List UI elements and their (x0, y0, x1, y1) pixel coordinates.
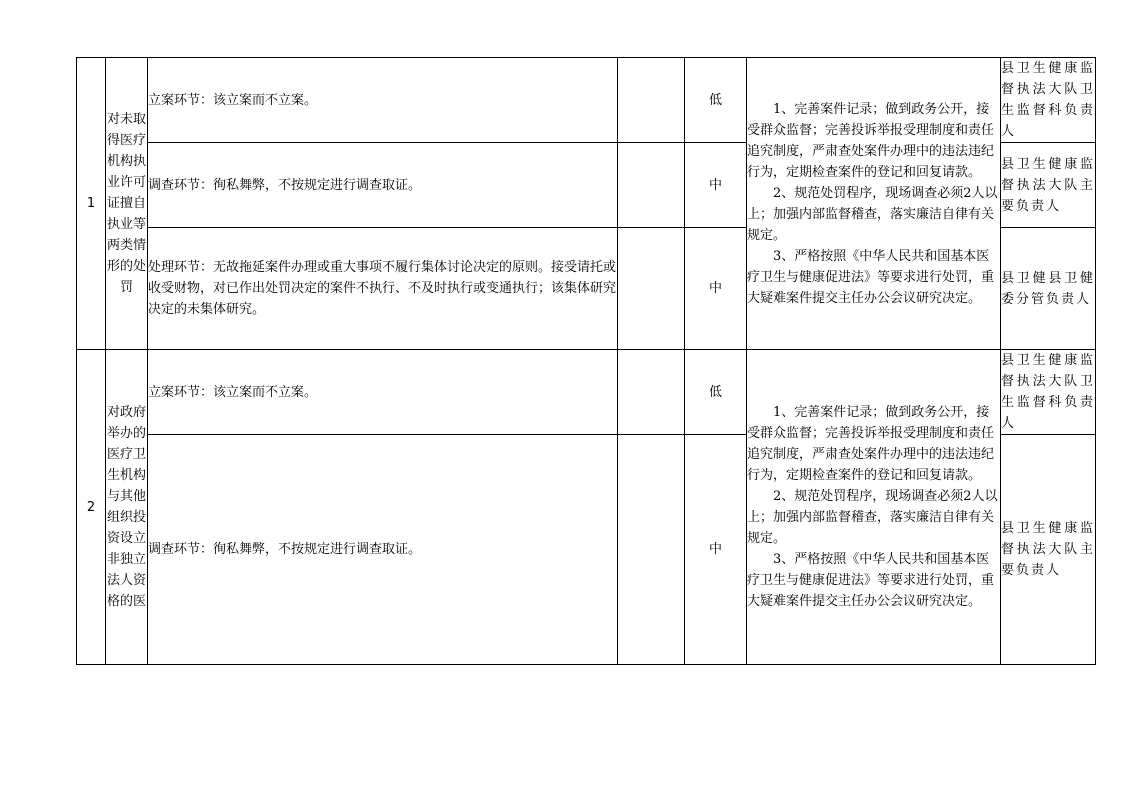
risk-point: 处理环节：无故拖延案件办理或重大事项不履行集体讨论决定的原则。接受请托或收受财物，对已作出处罚决定的案件不执行、不及时执行或变通执行；该集体研究决定的未集体研究。 (148, 228, 618, 350)
prevention-measures (747, 58, 1001, 350)
row-number: 2 (77, 350, 106, 665)
risk-level: 中 (685, 435, 747, 665)
measure-paragraph: 1、完善案件记录；做到政务公开，接受群众监督；完善投诉举报受理制度和责任追究制度，严肃查处案件办理中的违法违纪行为，定期检查案件的登记和回复请款。 (747, 405, 995, 483)
risk-point: 立案环节：该立案而不立案。 (148, 350, 618, 435)
risk-point: 立案环节：该立案而不立案。 (148, 58, 618, 143)
responsible-person: 县卫健县卫健委分管负责人 (1001, 228, 1096, 350)
risk-level: 低 (685, 58, 747, 143)
risk-point: 调查环节：徇私舞弊，不按规定进行调查取证。 (148, 143, 618, 228)
table-row (77, 58, 1096, 143)
blank-cell (618, 228, 685, 350)
blank-cell (618, 143, 685, 228)
responsible-person: 县卫生健康监督执法大队卫生监督科负责人 (1001, 58, 1096, 143)
blank-cell (618, 350, 685, 435)
item-name: 对未取得医疗机构执业许可证擅自执业等两类情形的处罚 (106, 58, 148, 350)
responsible-person: 县卫生健康监督执法大队主要负责人 (1001, 435, 1096, 665)
risk-level: 中 (685, 143, 747, 228)
prevention-measures (747, 350, 1001, 665)
responsible-person: 县卫生健康监督执法大队卫生监督科负责人 (1001, 350, 1096, 435)
measure-paragraph: 3、严格按照《中华人民共和国基本医疗卫生与健康促进法》等要求进行处罚，重大疑难案件提交主任办公会议研究决定。 (747, 248, 995, 306)
measure-paragraph: 2、规范处罚程序，现场调查必须2人以上；加强内部监督稽查，落实廉洁自律有关规定。 (747, 489, 998, 546)
measure-paragraph: 2、规范处罚程序，现场调查必须2人以上；加强内部监督稽查，落实廉洁自律有关规定。 (747, 185, 998, 243)
row-number: 1 (77, 58, 106, 350)
item-name: 对政府举办的医疗卫生机构与其他组织投资设立非独立法人资格的医 (106, 350, 148, 665)
blank-cell (618, 435, 685, 665)
measure-paragraph: 3、严格按照《中华人民共和国基本医疗卫生与健康促进法》等要求进行处罚，重大疑难案件提交主任办公会议研究决定。 (747, 552, 995, 609)
measure-paragraph: 1、完善案件记录；做到政务公开，接受群众监督；完善投诉举报受理制度和责任追究制度，严肃查处案件办理中的违法违纪行为，定期检查案件的登记和回复请款。 (747, 101, 995, 180)
risk-level: 中 (685, 228, 747, 350)
risk-control-table (76, 57, 1096, 665)
risk-level: 低 (685, 350, 747, 435)
table-row (77, 350, 1096, 435)
blank-cell (618, 58, 685, 143)
risk-point: 调查环节：徇私舞弊，不按规定进行调查取证。 (148, 435, 618, 665)
responsible-person: 县卫生健康监督执法大队主要负责人 (1001, 143, 1096, 228)
